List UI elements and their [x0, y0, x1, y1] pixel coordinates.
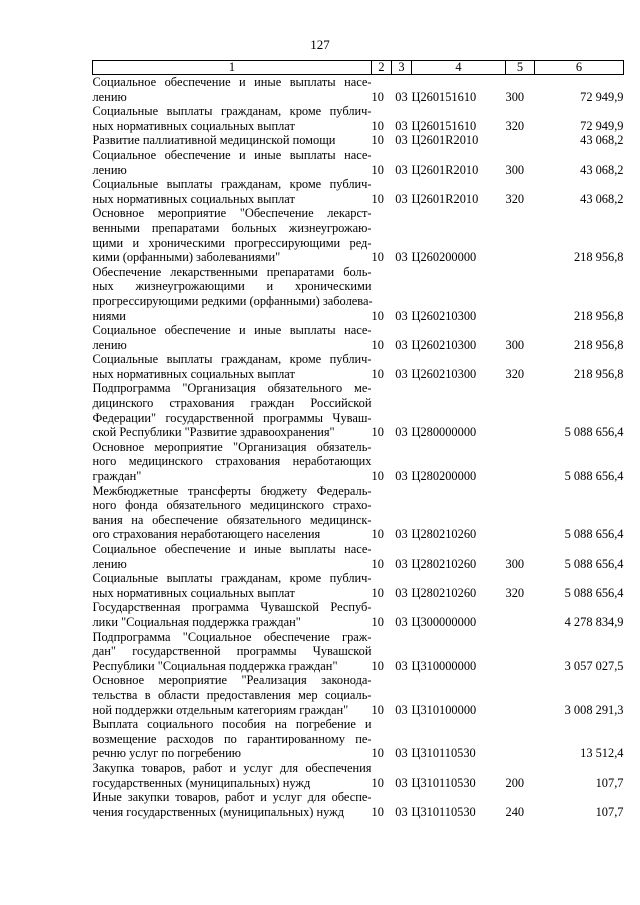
section-code: 10 — [371, 702, 384, 717]
header-row — [93, 61, 624, 75]
table-row — [93, 75, 624, 105]
header-col-4: 4 — [412, 61, 506, 75]
row-name-cell — [93, 673, 372, 717]
table-row — [93, 571, 624, 600]
target-article-code: Ц2601R2010 — [411, 191, 479, 206]
amount: 5 088 656,4 — [564, 556, 624, 571]
row-name-line: ных нормативных социальных выплат — [92, 118, 295, 133]
row-name-cell — [93, 542, 372, 571]
target-article-code: Ц260151610 — [411, 118, 477, 133]
amount: 107,7 — [595, 775, 624, 790]
row-name-cell — [93, 440, 372, 484]
subsection-code: 03 — [395, 585, 408, 600]
amount: 72 949,9 — [580, 118, 624, 133]
section-code: 10 — [371, 89, 384, 104]
amount: 3 008 291,3 — [564, 702, 624, 717]
row-name-cell — [93, 571, 372, 600]
section-code: 10 — [371, 614, 384, 629]
expense-type-code — [506, 206, 535, 264]
row-name-cell — [93, 790, 372, 819]
expense-type-code — [506, 673, 535, 717]
expense-type-code — [506, 440, 535, 484]
section-code: 10 — [371, 250, 384, 265]
subsection-code: 03 — [395, 133, 408, 148]
amount: 218 956,8 — [573, 337, 624, 352]
row-name-line: лению — [92, 89, 127, 104]
row-name-line: Социальное обеспечение и иные выплаты насе- — [92, 323, 372, 338]
amount: 43 068,2 — [580, 191, 624, 206]
row-name-line: ных нормативных социальных выплат — [92, 191, 295, 206]
page-number: 127 — [310, 37, 330, 52]
target-article-code: Ц310110530 — [411, 775, 476, 790]
amount: 5 088 656,4 — [564, 585, 624, 600]
section-code: 10 — [371, 585, 384, 600]
table-row — [93, 440, 624, 484]
target-article-code: Ц260210300 — [411, 308, 477, 323]
expense-type-code: 200 — [505, 775, 525, 790]
table-row — [93, 148, 624, 177]
row-name-line: Федерации" государственной программы Чуваш- — [92, 410, 372, 425]
subsection-code: 03 — [395, 425, 408, 440]
expense-type-code: 320 — [505, 366, 525, 381]
row-name-cell — [93, 600, 372, 629]
table-row — [93, 761, 624, 790]
subsection-code: 03 — [395, 614, 408, 629]
amount: 43 068,2 — [580, 162, 624, 177]
table-row — [93, 630, 624, 674]
section-code: 10 — [371, 118, 384, 133]
table-row — [93, 542, 624, 571]
header-col-6: 6 — [535, 61, 624, 75]
target-article-code: Ц260210300 — [411, 366, 477, 381]
row-name-line: возмещение расходов по гарантированному пе- — [92, 731, 372, 746]
subsection-code: 03 — [395, 162, 408, 177]
row-name-line: государственных (муниципальных) нужд — [92, 775, 311, 790]
table-row — [93, 323, 624, 352]
row-name-line: Социальное обеспечение и иные выплаты насе- — [92, 542, 372, 556]
row-name-line: тельства в области предоставления мер социаль- — [92, 687, 372, 702]
expense-type-code: 300 — [505, 162, 525, 177]
row-name-line: Социальные выплаты гражданам, кроме публич- — [92, 571, 372, 586]
row-name-line: Социальные выплаты гражданам, кроме публич- — [92, 177, 372, 192]
row-name-cell — [93, 761, 372, 790]
subsection-code: 03 — [395, 804, 408, 819]
target-article-code: Ц310100000 — [411, 702, 477, 717]
amount: 43 068,2 — [580, 133, 624, 148]
target-article-code: Ц300000000 — [411, 614, 477, 629]
row-name-line: ных жизнеугрожающими и хроническими — [92, 279, 372, 294]
target-article-code: Ц280210260 — [411, 585, 477, 600]
target-article-code: Ц260200000 — [411, 250, 477, 265]
table-body — [93, 75, 624, 820]
row-name-line: вания на обеспечение обязательного медицинск- — [92, 512, 372, 527]
subsection-code: 03 — [395, 308, 408, 323]
row-name-line: Государственная программа Чувашской Респуб- — [92, 600, 372, 615]
row-name-line: Иные закупки товаров, работ и услуг для обеспе- — [92, 790, 372, 805]
subsection-code: 03 — [395, 658, 408, 673]
row-name-line: ской Республики "Развитие здравоохранения" — [92, 425, 335, 440]
row-name-cell — [93, 484, 372, 542]
amount: 13 512,4 — [580, 746, 624, 761]
expense-type-code — [506, 381, 535, 439]
section-code: 10 — [371, 469, 384, 484]
target-article-code: Ц280000000 — [411, 425, 477, 440]
row-name-line: дицинского страхования граждан Российской — [92, 396, 372, 411]
row-name-line: кими (орфанными) заболеваниями" — [92, 250, 281, 265]
row-name-line: ного медицинского страхования неработающих — [92, 454, 372, 469]
subsection-code: 03 — [395, 118, 408, 133]
row-name-line: ной поддержки отдельным категориям граждан" — [92, 702, 349, 717]
section-code: 10 — [371, 308, 384, 323]
section-code: 10 — [371, 527, 384, 542]
row-name-line: Социальное обеспечение и иные выплаты насе- — [92, 147, 372, 162]
table-row — [93, 104, 624, 133]
section-code: 10 — [371, 556, 384, 571]
expense-type-code — [506, 265, 535, 323]
expense-type-code: 300 — [505, 337, 525, 352]
row-name-line: Подпрограмма "Организация обязательного ме- — [92, 381, 372, 396]
row-name-cell — [93, 265, 372, 323]
expense-type-code: 300 — [505, 556, 525, 571]
row-name-line: Социальные выплаты гражданам, кроме публич- — [92, 352, 372, 367]
row-name-line: Подпрограмма "Социальное обеспечение граж- — [92, 629, 372, 644]
subsection-code: 03 — [395, 469, 408, 484]
row-name-cell — [93, 630, 372, 674]
amount: 4 278 834,9 — [564, 614, 624, 629]
table-row — [93, 206, 624, 264]
section-code: 10 — [371, 658, 384, 673]
expense-type-code: 300 — [505, 89, 525, 104]
expense-type-code — [506, 484, 535, 542]
amount: 72 949,9 — [580, 89, 624, 104]
table-row — [93, 133, 624, 148]
table-row — [93, 352, 624, 381]
row-name-line: Основное мероприятие "Обеспечение лекарст- — [92, 206, 372, 221]
section-code: 10 — [371, 191, 384, 206]
header-col-2: 2 — [372, 61, 392, 75]
table-row — [93, 484, 624, 542]
amount: 5 088 656,4 — [564, 425, 624, 440]
row-name-line: Социальные выплаты гражданам, кроме публич- — [92, 104, 372, 119]
table-row — [93, 265, 624, 323]
row-name-line: чения государственных (муниципальных) нужд — [92, 804, 345, 819]
header-col-3: 3 — [392, 61, 412, 75]
section-code: 10 — [371, 804, 384, 819]
section-code: 10 — [371, 133, 384, 148]
row-name-line: Основное мероприятие "Организация обязатель- — [92, 439, 372, 454]
row-name-line: Межбюджетные трансферты бюджету Федераль- — [92, 483, 372, 498]
row-name-line: граждан" — [92, 469, 142, 484]
row-name-line: Основное мероприятие "Реализация законода- — [92, 673, 372, 688]
target-article-code: Ц280200000 — [411, 469, 477, 484]
subsection-code: 03 — [395, 556, 408, 571]
section-code: 10 — [371, 162, 384, 177]
row-name-line: лению — [92, 337, 127, 352]
row-name-cell — [93, 133, 372, 148]
row-name-cell — [93, 148, 372, 177]
subsection-code: 03 — [395, 366, 408, 381]
subsection-code: 03 — [395, 250, 408, 265]
subsection-code: 03 — [395, 527, 408, 542]
table-row — [93, 600, 624, 629]
section-code: 10 — [371, 425, 384, 440]
row-name-line: Выплата социального пособия на погребение и — [92, 717, 372, 732]
header-col-5: 5 — [506, 61, 535, 75]
subsection-code: 03 — [395, 702, 408, 717]
row-name-cell — [93, 75, 372, 105]
amount: 218 956,8 — [573, 366, 624, 381]
row-name-line: ных нормативных социальных выплат — [92, 366, 295, 381]
row-name-line: Республики "Социальная поддержка граждан" — [92, 658, 338, 673]
section-code: 10 — [371, 746, 384, 761]
row-name-line: Социальное обеспечение и иные выплаты насе- — [92, 75, 372, 89]
subsection-code: 03 — [395, 89, 408, 104]
target-article-code: Ц260151610 — [411, 89, 477, 104]
amount: 5 088 656,4 — [564, 469, 624, 484]
amount: 218 956,8 — [573, 250, 624, 265]
table-row — [93, 790, 624, 819]
target-article-code: Ц260210300 — [411, 337, 477, 352]
amount: 218 956,8 — [573, 308, 624, 323]
section-code: 10 — [371, 775, 384, 790]
row-name-line: Развитие паллиативной медицинской помощи — [92, 133, 336, 148]
row-name-line: ных нормативных социальных выплат — [92, 585, 295, 600]
row-name-cell — [93, 323, 372, 352]
expense-type-code — [506, 717, 535, 761]
section-code: 10 — [371, 366, 384, 381]
row-name-cell — [93, 381, 372, 439]
row-name-line: щими и хроническими прогрессирующими ред- — [92, 235, 372, 250]
subsection-code: 03 — [395, 337, 408, 352]
row-name-cell — [93, 104, 372, 133]
target-article-code: Ц2601R2010 — [411, 133, 479, 148]
table-row — [93, 177, 624, 206]
row-name-cell — [93, 206, 372, 264]
row-name-line: лики "Социальная поддержка граждан" — [92, 614, 301, 629]
row-name-line: Закупка товаров, работ и услуг для обеспечения — [92, 760, 372, 775]
expense-type-code — [506, 630, 535, 674]
amount: 3 057 027,5 — [564, 658, 624, 673]
row-name-line: речню услуг по погребению — [92, 746, 242, 761]
expense-type-code — [506, 133, 535, 148]
target-article-code: Ц310000000 — [411, 658, 477, 673]
target-article-code: Ц280210260 — [411, 527, 477, 542]
expense-type-code: 320 — [505, 191, 525, 206]
row-name-cell — [93, 717, 372, 761]
target-article-code: Ц2601R2010 — [411, 162, 479, 177]
target-article-code: Ц280210260 — [411, 556, 477, 571]
row-name-line: ного фонда обязательного медицинского страхо- — [92, 498, 372, 513]
expense-type-code: 240 — [505, 804, 525, 819]
target-article-code: Ц310110530 — [411, 746, 476, 761]
table-row — [93, 673, 624, 717]
expense-type-code — [506, 600, 535, 629]
row-name-cell — [93, 352, 372, 381]
budget-table — [92, 60, 624, 819]
row-name-line: Обеспечение лекарственными препаратами боль- — [92, 264, 372, 279]
row-name-cell — [93, 177, 372, 206]
subsection-code: 03 — [395, 191, 408, 206]
section-code: 10 — [371, 337, 384, 352]
row-name-line: лению — [92, 162, 127, 177]
row-name-line: венными препаратами больных жизнеугрожаю- — [92, 220, 372, 235]
expense-type-code: 320 — [505, 118, 525, 133]
amount: 107,7 — [595, 804, 624, 819]
table-row — [93, 717, 624, 761]
amount: 5 088 656,4 — [564, 527, 624, 542]
header-col-1: 1 — [93, 61, 372, 75]
row-name-line: ниями — [92, 308, 126, 323]
subsection-code: 03 — [395, 775, 408, 790]
row-name-line: прогрессирующими редкими (орфанными) заболева- — [92, 293, 373, 308]
row-name-line: ого страхования неработающего населения — [92, 527, 321, 542]
row-name-line: дан" государственной программы Чувашской — [92, 644, 372, 659]
subsection-code: 03 — [395, 746, 408, 761]
target-article-code: Ц310110530 — [411, 804, 476, 819]
expense-type-code: 320 — [505, 585, 525, 600]
table-row — [93, 381, 624, 439]
row-name-line: лению — [92, 556, 127, 571]
